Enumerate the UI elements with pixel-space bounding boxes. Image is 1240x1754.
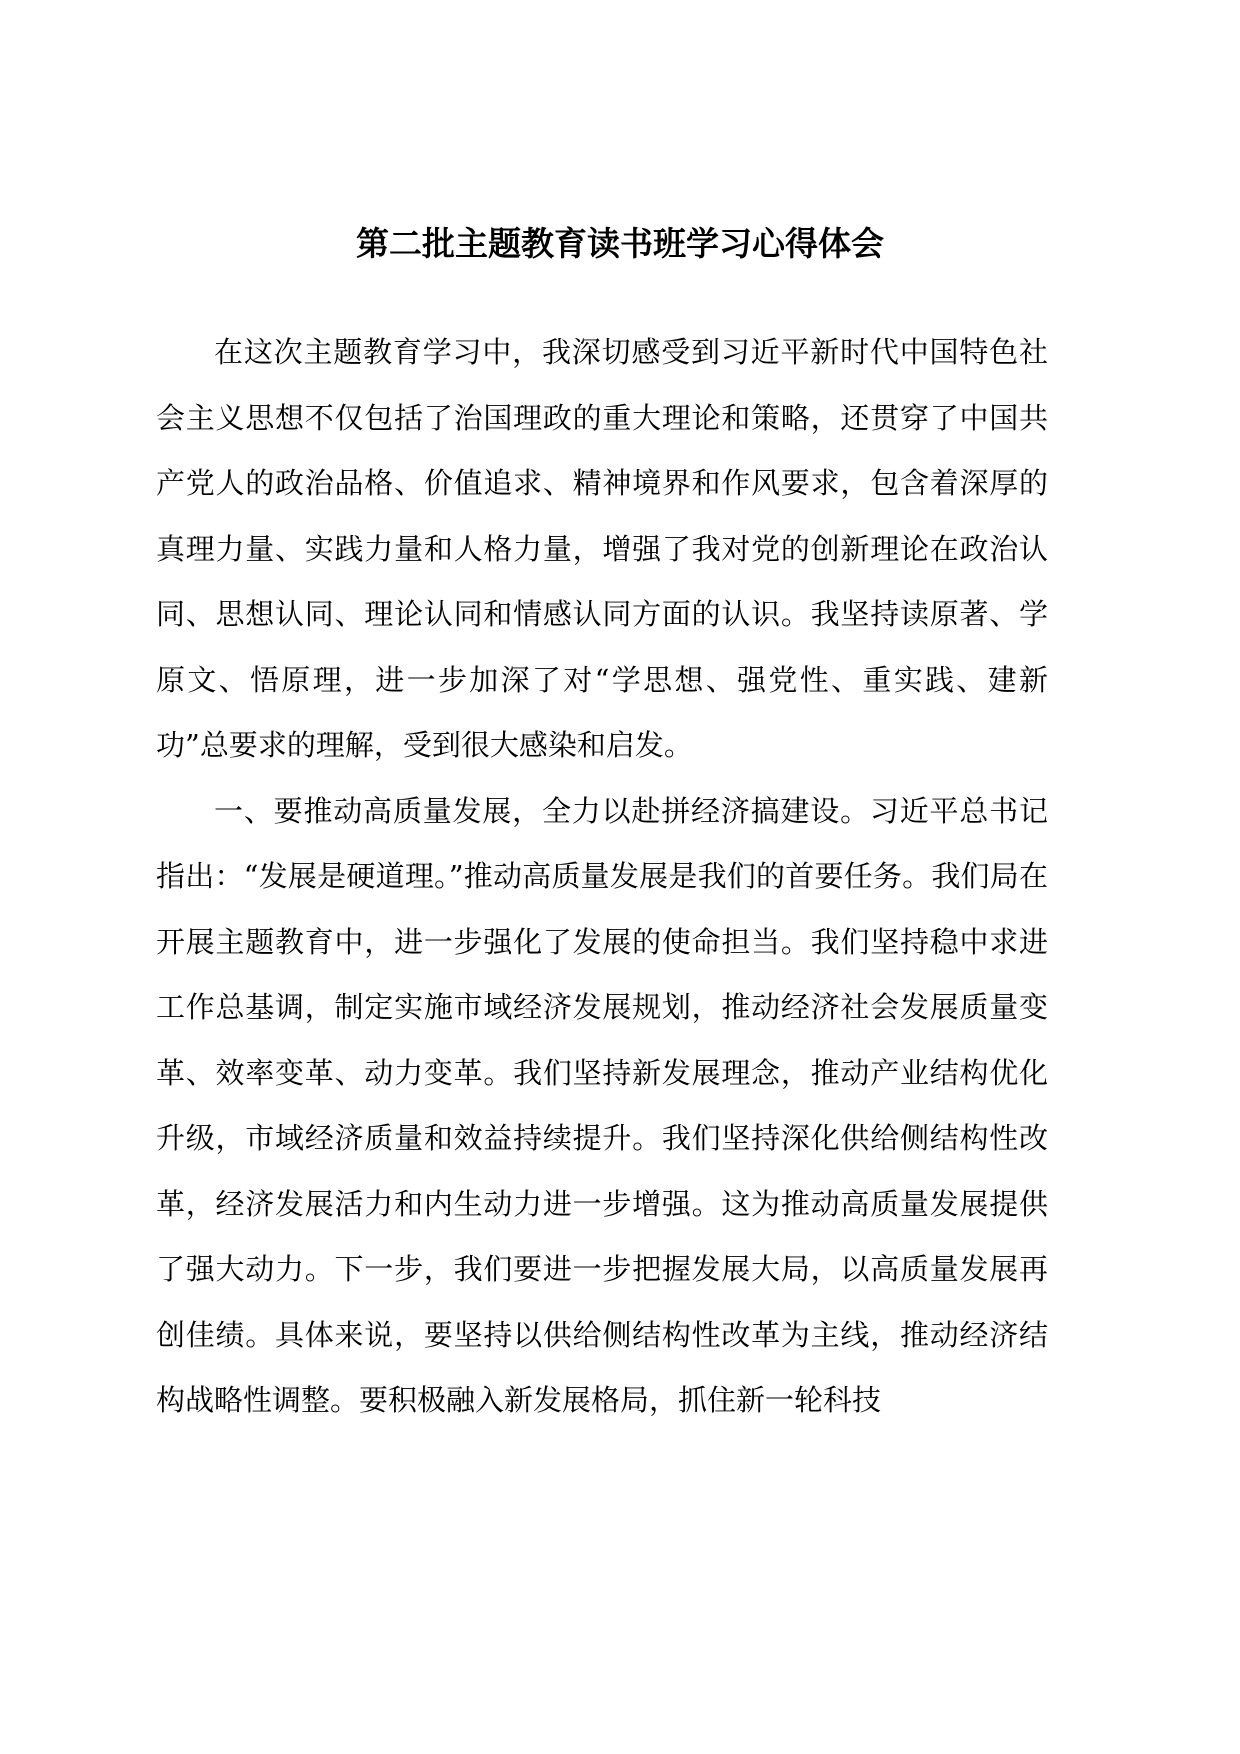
paragraph-section-one: 一、要推动高质量发展，全力以赴拼经济搞建设。习近平总书记指出：“发展是硬道理。”推动高质量发展是我们的首要任务。我们局在开展主题教育中，进一步强化了发展的使命担当。我们坚持稳中求进工作总基调，制定实施市域经济发展规划，推动经济社会发展质量变革、效率变革、动力变革。我们坚持新发展理念，推动产业结构优化升级，市域经济质量和效益持续提升。我们坚持深化供给侧结构性改革，经济发展活力和内生动力进一步增强。这为推动高质量发展提供了强大动力。下一步，我们要进一步把握发展大局，以高质量发展再创佳绩。具体来说，要坚持以供给侧结构性改革为主线，推动经济结构战略性调整。要积极融入新发展格局，抓住新一轮科技: [156, 793, 1048, 1417]
document-body: [156, 320, 1048, 1434]
paragraph-intro: 在这次主题教育学习中，我深切感受到习近平新时代中国特色社会主义思想不仅包括了治国理政的重大理论和策略，还贯穿了中国共产党人的政治品格、价值追求、精神境界和作风要求，包含着深厚的真理力量、实践力量和人格力量，增强了我对党的创新理论在政治认同、思想认同、理论认同和情感认同方面的认识。我坚持读原著、学原文、悟原理，进一步加深了对“学思想、强党性、重实践、建新功”总要求的理解，受到很大感染和启发。: [156, 335, 1048, 762]
document-title: 第二批主题教育读书班学习心得体会: [356, 224, 884, 263]
